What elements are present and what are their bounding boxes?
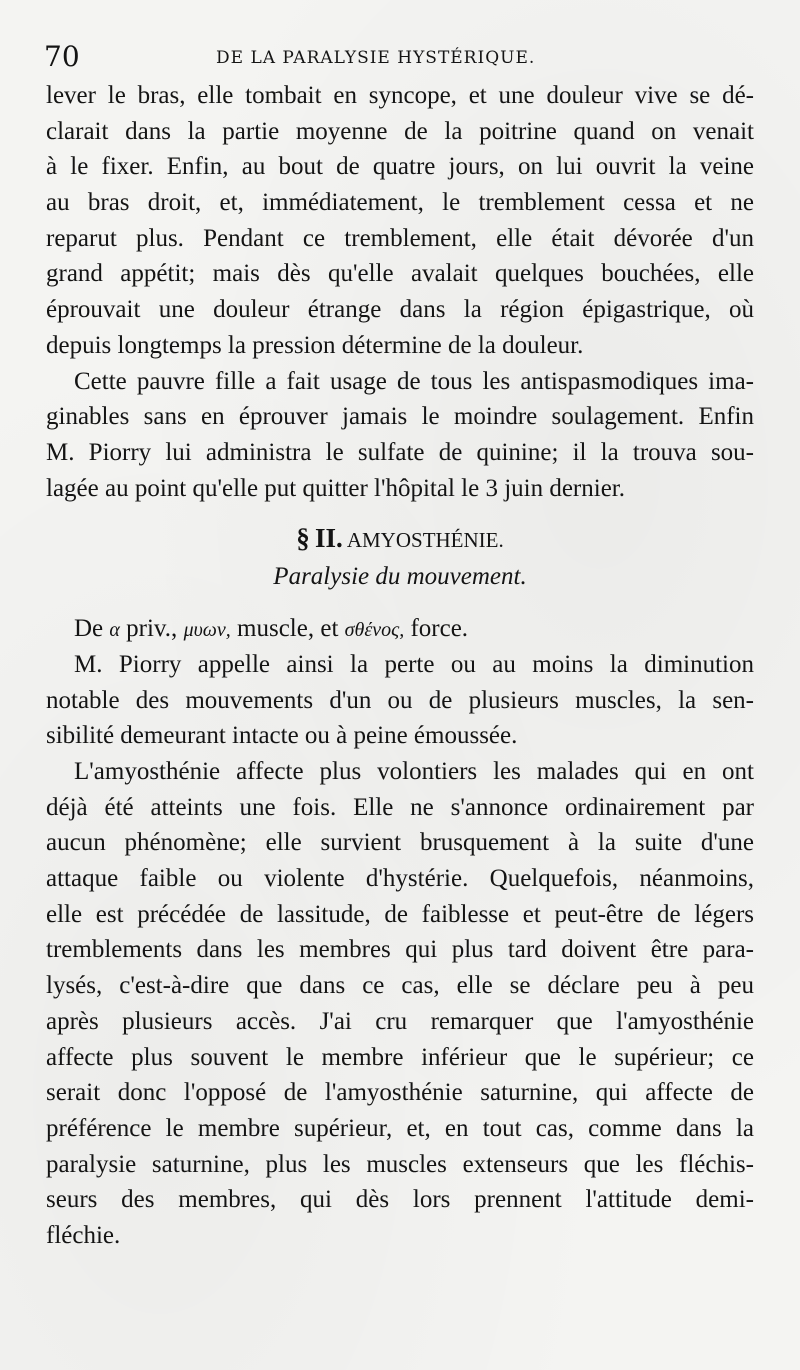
- text-line: paralysie saturnine, plus les muscles extenseurs que les fléchis-: [46, 1150, 754, 1178]
- section-number: II.: [314, 523, 343, 554]
- section-title: AMYOSTHÉNIE.: [346, 528, 504, 553]
- text-line: aucun phénomène; elle survient brusquement à la suite d'une: [46, 829, 754, 857]
- text-line: au bras droit, et, immédiatement, le tremblement cessa et ne: [46, 189, 754, 217]
- text-line: reparut plus. Pendant ce tremblement, elle était dévorée d'un: [46, 224, 754, 252]
- paragraph-definition: [46, 647, 754, 754]
- text-line: déjà été atteints une fois. Elle ne s'annonce ordinairement par: [46, 793, 754, 821]
- text-line: M. Piorry appelle ainsi la perte ou au moins la diminution: [74, 650, 754, 678]
- section-subtitle: Paralysie du mouvement.: [273, 563, 527, 591]
- paragraph-continuation: [46, 78, 754, 364]
- greek-myon: μυων,: [183, 619, 231, 642]
- text-line: M. Piorry lui administra le sulfate de quinine; il la trouva sou-: [46, 438, 754, 466]
- text-line: notable des mouvements d'un ou de plusieurs muscles, la sen-: [46, 686, 754, 714]
- text-line: Cette pauvre fille a fait usage de tous les antispasmodiques ima-: [74, 367, 754, 395]
- text-line: tremblements dans les membres qui plus tard doivent être para-: [46, 936, 754, 964]
- text-line: serait donc l'opposé de l'amyosthénie saturnine, qui affecte de: [46, 1079, 754, 1107]
- text-line: sibilité demeurant intacte ou à peine émoussée.: [46, 722, 518, 750]
- text-line: lever le bras, elle tombait en syncope, et une douleur vive se dé-: [46, 82, 754, 109]
- text-line: éprouvait une douleur étrange dans la région épigastrique, où: [46, 296, 754, 324]
- text-line: L'amyosthénie affecte plus volontiers les malades qui en ont: [74, 758, 754, 785]
- text-line: attaque faible ou violente d'hystérie. Quelquefois, néanmoins,: [46, 865, 754, 893]
- etymology-line: [46, 611, 754, 647]
- etymology-prefix: De: [74, 615, 104, 643]
- text-line: à le fixer. Enfin, au bout de quatre jours, on lui ouvrit la veine: [46, 153, 754, 181]
- paragraph-treatment: [46, 364, 754, 507]
- text-line: affecte plus souvent le membre inférieur que le supérieur; ce: [46, 1043, 754, 1071]
- text-line: elle est précédée de lassitude, de faiblesse et peut-être de légers: [46, 900, 754, 928]
- running-head: DE LA PARALYSIE HYSTÉRIQUE.: [216, 48, 536, 68]
- greek-sthenos: σθένος,: [344, 619, 405, 642]
- etymology-sthenos-gloss: force.: [410, 615, 469, 643]
- page-number: 70: [44, 40, 80, 73]
- paragraph-description: [46, 754, 754, 1254]
- text-line: préférence le membre supérieur, et, en tout cas, comme dans la: [46, 1114, 754, 1142]
- text-line: ginables sans en éprouver jamais le moindre soulagement. Enfin: [46, 403, 754, 431]
- page-header: [44, 40, 784, 80]
- text-line: grand appétit; mais dès qu'elle avalait quelques bouchées, elle: [46, 260, 754, 288]
- text-line: lysés, c'est-à-dire que dans ce cas, elle se déclare peu à peu: [46, 972, 754, 1000]
- etymology-myon-gloss: muscle, et: [237, 615, 339, 643]
- text-line: seurs des membres, qui dès lors prennent l'attitude demi-: [46, 1186, 754, 1214]
- section-symbol: §: [296, 523, 310, 554]
- etymology-alpha-gloss: priv.,: [126, 615, 178, 643]
- greek-alpha: α: [109, 619, 120, 642]
- text-line: après plusieurs accès. J'ai cru remarquer que l'amyosthénie: [46, 1007, 754, 1035]
- text-line: depuis longtemps la pression détermine de la douleur.: [46, 331, 584, 359]
- body-text: [46, 78, 754, 1254]
- section-heading: [46, 520, 754, 557]
- text-line: lagée au point qu'elle put quitter l'hôpital le 3 juin dernier.: [46, 474, 625, 502]
- text-line: clarait dans la partie moyenne de la poitrine quand on venait: [46, 117, 754, 145]
- text-line: fléchie.: [46, 1221, 121, 1249]
